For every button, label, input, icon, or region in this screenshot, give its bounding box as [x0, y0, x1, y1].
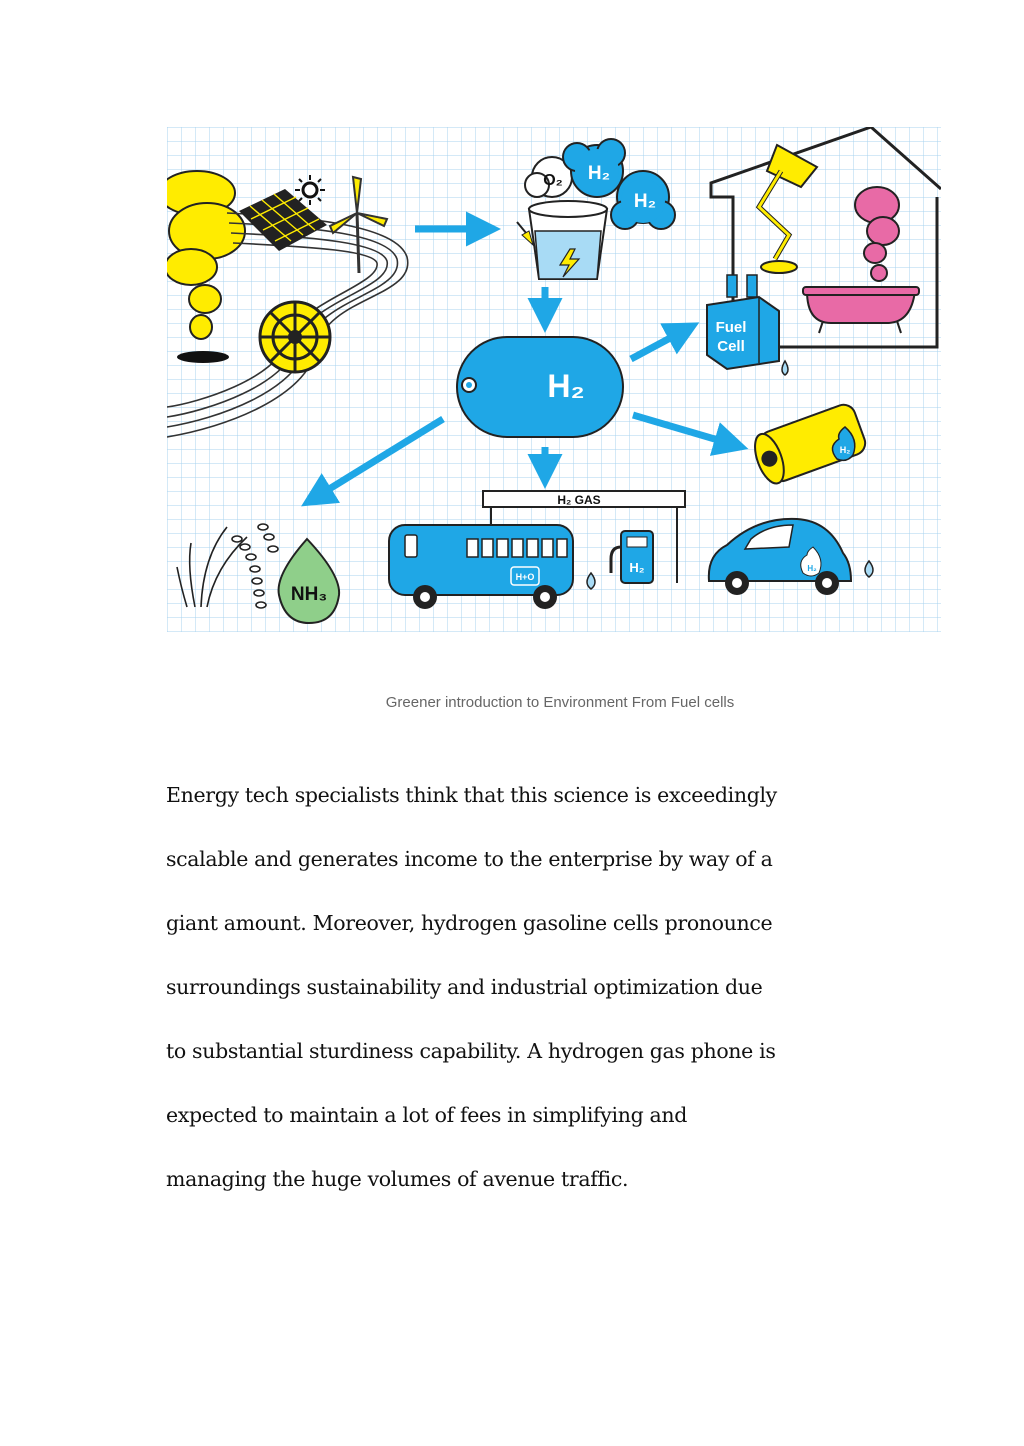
svg-text:H₂: H₂: [587, 163, 611, 184]
water-wheel-icon: [260, 302, 330, 372]
paragraph-line: to substantial sturdiness capability. A hydrogen gas phone is: [166, 1039, 776, 1063]
svg-text:H₂: H₂: [807, 564, 817, 573]
paragraph-line: giant amount. Moreover, hydrogen gasoline cells pronounce: [166, 911, 773, 935]
svg-text:H₂: H₂: [629, 560, 645, 575]
body-paragraph: [166, 763, 886, 1211]
svg-text:H₂: H₂: [633, 191, 657, 212]
paragraph-line: scalable and generates income to the enterprise by way of a: [166, 847, 773, 871]
svg-text:H₂: H₂: [547, 368, 585, 404]
paragraph-line: expected to maintain a lot of fees in simplifying and: [166, 1103, 688, 1127]
figure-caption: Greener introduction to Environment From Fuel cells: [385, 694, 735, 711]
hydrogen-cycle-illustration: [167, 127, 941, 632]
paragraph-line: surroundings sustainability and industrial optimization due: [166, 975, 763, 999]
svg-text:Fuel: Fuel: [715, 319, 747, 336]
svg-text:Cell: Cell: [717, 338, 745, 355]
hydrogen-tank-icon: [457, 337, 623, 437]
paragraph-line: managing the huge volumes of avenue traffic.: [166, 1167, 629, 1191]
svg-text:O₂: O₂: [543, 172, 563, 189]
svg-text:NH₃: NH₃: [290, 584, 328, 605]
paragraph-line: Energy tech specialists think that this science is exceedingly: [166, 783, 777, 807]
sun-icon: [295, 175, 325, 205]
svg-text:H₂ GAS: H₂ GAS: [557, 493, 601, 507]
svg-text:H+O: H+O: [515, 572, 535, 582]
svg-text:H₂: H₂: [839, 445, 851, 455]
